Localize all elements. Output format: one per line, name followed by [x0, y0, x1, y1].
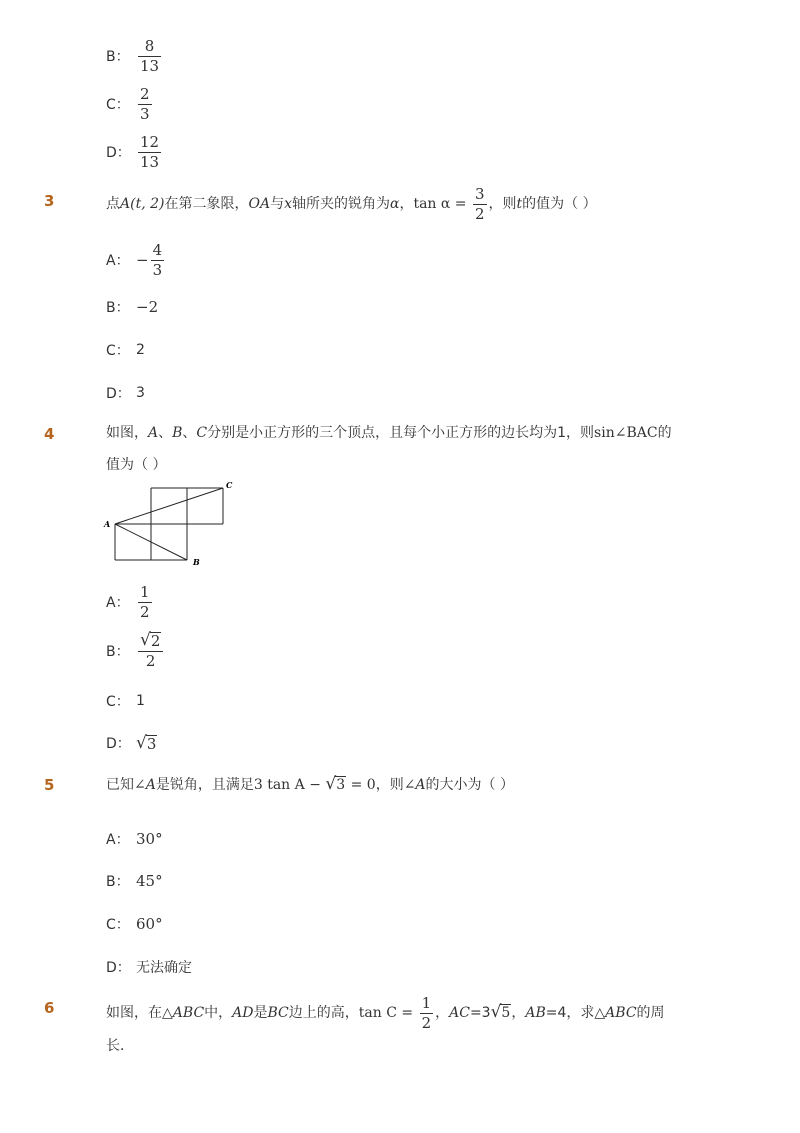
- point-label-c: C: [226, 480, 233, 490]
- q2-option-c[interactable]: [106, 86, 154, 122]
- q3-option-c[interactable]: [106, 340, 145, 360]
- question-4-text: 如图，A、B、C分别是小正方形的三个顶点，且每个小正方形的边长均为1，则sin∠BAC的: [106, 425, 672, 441]
- option-value: −2: [136, 298, 159, 316]
- segment-ac: [115, 488, 223, 524]
- option-label: D：: [106, 145, 131, 161]
- option-label: A：: [106, 253, 130, 269]
- question-number-3: 3: [44, 192, 55, 210]
- q3-option-d[interactable]: [106, 383, 145, 403]
- option-label: D：: [106, 960, 131, 976]
- numerator: 2: [140, 85, 150, 103]
- option-label: C：: [106, 694, 130, 710]
- question-6-text-line2: 长．: [106, 1038, 134, 1054]
- fraction: $\frac{3}{2}$: [474, 185, 485, 223]
- point-label-b: B: [193, 557, 200, 567]
- denominator: 3: [140, 105, 150, 123]
- point-label-a: A: [104, 519, 111, 529]
- denominator: 13: [140, 57, 160, 75]
- q5-option-a[interactable]: [106, 829, 163, 849]
- numerator: 8: [144, 37, 155, 55]
- option-label: A：: [106, 595, 130, 611]
- square-root: √ 5: [490, 1002, 511, 1022]
- q5-option-d[interactable]: [106, 957, 192, 977]
- option-label: D：: [106, 736, 131, 752]
- q4-option-c[interactable]: [106, 691, 145, 711]
- fraction: $\frac{4}{3}$: [152, 241, 163, 279]
- question-number-4: 4: [44, 425, 55, 443]
- question-number-6: 6: [44, 999, 55, 1017]
- q2-option-b[interactable]: [106, 38, 163, 74]
- option-label: D：: [106, 386, 131, 402]
- fraction: $\frac{1}{2}$: [140, 583, 150, 621]
- option-label: B：: [106, 49, 130, 65]
- option-label: C：: [106, 97, 130, 113]
- option-label: B：: [106, 643, 130, 660]
- fraction: √ 2 2: [138, 632, 163, 669]
- q4-option-a[interactable]: [106, 584, 154, 620]
- q4-option-b[interactable]: [106, 632, 165, 669]
- q4-option-d[interactable]: [106, 733, 157, 753]
- question-4-text-line2: 值为（ ）: [106, 457, 167, 473]
- fraction: [138, 86, 152, 122]
- question-6-text: 如图，在△ABC中，AD是BC边上的高，tan C = $\frac{1}{2}$ ，AC=3 √ 5 ，AB=4，求△ABC的周: [106, 994, 665, 1032]
- grid-figure: [100, 478, 240, 568]
- q3-option-b[interactable]: [106, 297, 158, 317]
- numerator: 12: [140, 133, 160, 151]
- option-value: 3: [136, 385, 145, 401]
- option-value: 45°: [136, 872, 163, 890]
- option-label: C：: [106, 917, 130, 933]
- option-value: 30°: [136, 830, 163, 848]
- q2-option-d[interactable]: [106, 134, 163, 170]
- denominator: 13: [140, 153, 160, 171]
- option-value: 无法确定: [136, 960, 192, 976]
- option-label: B：: [106, 874, 130, 890]
- square-root: √ 3: [136, 732, 157, 753]
- q3-option-a[interactable]: [106, 242, 166, 278]
- minus-sign: −: [136, 251, 149, 269]
- fraction: [138, 134, 161, 170]
- q5-option-c[interactable]: [106, 914, 163, 934]
- option-label: A：: [106, 832, 130, 848]
- question-5-text: 已知∠A是锐角，且满足3 tan A − √ 3 = 0，则∠A的大小为（ ）: [106, 774, 514, 794]
- square-root: √ 3: [325, 774, 346, 794]
- option-value: 60°: [136, 915, 163, 933]
- q5-option-b[interactable]: [106, 871, 163, 891]
- option-value: 1: [136, 693, 145, 709]
- option-label: B：: [106, 300, 130, 316]
- question-3-text: 点A(t, 2)在第二象限，OA与x轴所夹的锐角为α，tan α = $\frac{3}{2}$ ，则t的值为（ ）: [106, 185, 597, 223]
- option-value: 2: [136, 342, 145, 358]
- fraction: [138, 38, 161, 74]
- option-label: C：: [106, 343, 130, 359]
- question-number-5: 5: [44, 776, 55, 794]
- square-root: √ 2: [140, 630, 161, 650]
- fraction: $\frac{1}{2}$: [421, 994, 432, 1032]
